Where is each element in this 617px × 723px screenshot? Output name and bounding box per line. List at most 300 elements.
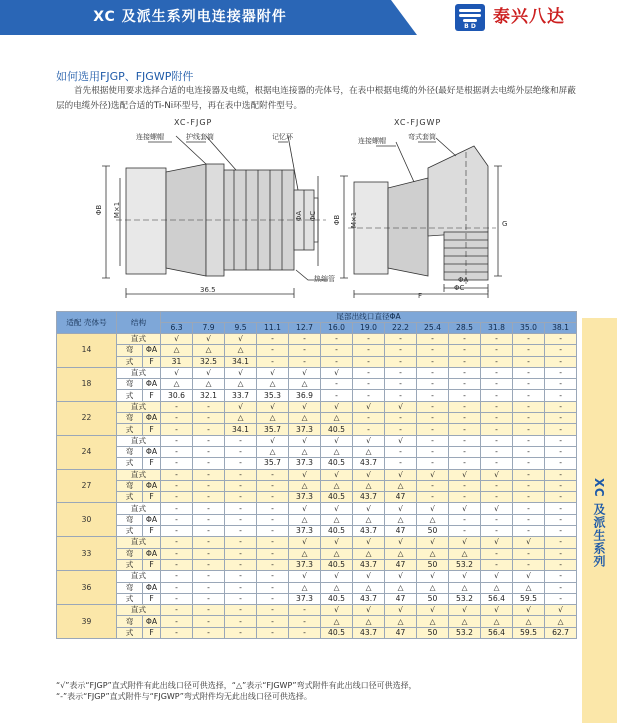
table-row xyxy=(57,571,577,582)
table-row xyxy=(57,446,577,457)
f-cell: - xyxy=(545,424,577,435)
f-cell: - xyxy=(513,492,545,503)
straight-cell: √ xyxy=(545,605,577,616)
f-cell: 43.7 xyxy=(353,526,385,537)
f-cell: - xyxy=(321,356,353,367)
f-cell: - xyxy=(257,559,289,570)
phia-cell: - xyxy=(449,413,481,424)
phia-cell: △ xyxy=(385,514,417,525)
straight-cell: - xyxy=(161,503,193,514)
phia-cell: △ xyxy=(321,582,353,593)
structure-f-label: F xyxy=(143,593,161,604)
straight-cell: √ xyxy=(353,469,385,480)
straight-cell: - xyxy=(257,334,289,345)
f-cell: 35.3 xyxy=(257,390,289,401)
straight-cell: - xyxy=(417,435,449,446)
straight-cell: √ xyxy=(321,605,353,616)
phia-cell: - xyxy=(225,514,257,525)
shell-size-cell: 33 xyxy=(57,537,117,571)
structure-straight-label: 直式 xyxy=(117,571,161,582)
straight-cell: √ xyxy=(321,503,353,514)
table-row xyxy=(57,413,577,424)
structure-bend-label: 弯 xyxy=(117,379,143,390)
phia-cell: - xyxy=(449,345,481,356)
straight-cell: - xyxy=(545,503,577,514)
phia-cell: △ xyxy=(417,514,449,525)
f-cell: - xyxy=(481,424,513,435)
phia-cell: △ xyxy=(193,345,225,356)
phia-cell: △ xyxy=(321,548,353,559)
f-cell: - xyxy=(257,593,289,604)
f-cell: 56.4 xyxy=(481,593,513,604)
straight-cell: √ xyxy=(449,571,481,582)
f-cell: - xyxy=(161,593,193,604)
header-diameter-10: 31.8 xyxy=(481,323,513,334)
structure-f-label: F xyxy=(143,356,161,367)
structure-bend-label: 式 xyxy=(117,559,143,570)
phia-cell: - xyxy=(545,582,577,593)
f-cell: - xyxy=(257,492,289,503)
straight-cell: - xyxy=(161,435,193,446)
structure-f-label: F xyxy=(143,526,161,537)
table-legend xyxy=(56,680,576,702)
f-cell: - xyxy=(481,492,513,503)
structure-f-label: F xyxy=(143,458,161,469)
f-cell: - xyxy=(481,356,513,367)
f-cell: 34.1 xyxy=(225,424,257,435)
f-cell: 40.5 xyxy=(321,424,353,435)
phia-cell: △ xyxy=(385,548,417,559)
straight-cell: √ xyxy=(481,537,513,548)
f-cell: - xyxy=(161,424,193,435)
f-cell: 59.5 xyxy=(513,593,545,604)
phia-cell: △ xyxy=(481,582,513,593)
straight-cell: - xyxy=(193,503,225,514)
f-cell: 47 xyxy=(385,627,417,638)
straight-cell: - xyxy=(193,401,225,412)
straight-cell: √ xyxy=(513,605,545,616)
f-cell: - xyxy=(449,458,481,469)
phia-cell: - xyxy=(257,548,289,559)
table-row xyxy=(57,424,577,435)
f-cell: - xyxy=(513,356,545,367)
structure-bend-label: 式 xyxy=(117,424,143,435)
phia-cell: △ xyxy=(353,480,385,491)
straight-cell: √ xyxy=(353,537,385,548)
phia-cell: - xyxy=(417,446,449,457)
table-row xyxy=(57,605,577,616)
f-cell: - xyxy=(481,458,513,469)
table-row xyxy=(57,582,577,593)
straight-dim-label: 36.5 xyxy=(200,286,216,294)
phia-cell: △ xyxy=(449,616,481,627)
phia-cell: △ xyxy=(289,582,321,593)
f-cell: - xyxy=(225,526,257,537)
straight-cell: - xyxy=(225,435,257,446)
f-cell: - xyxy=(161,559,193,570)
straight-cell: √ xyxy=(449,537,481,548)
series-side-tab xyxy=(582,318,617,723)
straight-cell: √ xyxy=(289,367,321,378)
straight-cell: - xyxy=(161,469,193,480)
f-cell: 47 xyxy=(385,559,417,570)
f-cell: - xyxy=(385,424,417,435)
phia-cell: △ xyxy=(545,616,577,627)
phia-cell: - xyxy=(481,379,513,390)
straight-cell: - xyxy=(193,537,225,548)
structure-phia-label: ΦA xyxy=(143,480,161,491)
straight-cell: √ xyxy=(321,469,353,480)
f-cell: - xyxy=(289,627,321,638)
straight-cell: √ xyxy=(193,334,225,345)
f-cell: 40.5 xyxy=(321,492,353,503)
straight-cell: √ xyxy=(321,537,353,548)
structure-straight-label: 直式 xyxy=(117,435,161,446)
header-diameter-2: 9.5 xyxy=(225,323,257,334)
structure-f-label: F xyxy=(143,390,161,401)
phia-cell: - xyxy=(481,413,513,424)
phia-cell: - xyxy=(385,413,417,424)
f-cell: - xyxy=(417,390,449,401)
structure-phia-label: ΦA xyxy=(143,345,161,356)
phia-cell: - xyxy=(257,480,289,491)
elbow-g-label: G xyxy=(502,220,508,228)
structure-bend-label: 式 xyxy=(117,492,143,503)
header-diameter-1: 7.9 xyxy=(193,323,225,334)
straight-cell: - xyxy=(513,469,545,480)
f-cell: 43.7 xyxy=(353,458,385,469)
f-cell: - xyxy=(449,390,481,401)
straight-cell: - xyxy=(257,571,289,582)
selection-table xyxy=(56,311,577,639)
phia-cell: △ xyxy=(385,616,417,627)
page-header xyxy=(0,0,617,35)
phia-cell: △ xyxy=(513,616,545,627)
phia-cell: - xyxy=(193,616,225,627)
straight-cell: - xyxy=(481,435,513,446)
structure-bend-label: 式 xyxy=(117,458,143,469)
table-row xyxy=(57,379,577,390)
table-row xyxy=(57,356,577,367)
phia-cell: - xyxy=(193,548,225,559)
structure-f-label: F xyxy=(143,559,161,570)
intro-paragraph: 首先根据使用要求选择合适的电连接器及电缆，根据电连接器的壳体号，在表中根据电缆的外径(最好是根据剥去电缆外层绝缘和屏蔽层的电缆外径)选配合适的Ti-Ni环型号，再在表中选配附件型号。 xyxy=(56,86,576,111)
f-cell: - xyxy=(193,424,225,435)
f-cell: - xyxy=(513,559,545,570)
straight-cell: - xyxy=(193,571,225,582)
phia-cell: - xyxy=(417,480,449,491)
f-cell: - xyxy=(225,627,257,638)
structure-f-label: F xyxy=(143,424,161,435)
straight-cell: - xyxy=(225,469,257,480)
straight-cell: - xyxy=(161,537,193,548)
structure-bend-label: 式 xyxy=(117,526,143,537)
straight-cell: - xyxy=(545,367,577,378)
header-diameter-9: 28.5 xyxy=(449,323,481,334)
straight-cell: - xyxy=(289,605,321,616)
table-row xyxy=(57,548,577,559)
structure-straight-label: 直式 xyxy=(117,401,161,412)
phia-cell: - xyxy=(513,379,545,390)
f-cell: 33.7 xyxy=(225,390,257,401)
phia-cell: - xyxy=(161,548,193,559)
f-cell: - xyxy=(385,458,417,469)
f-cell: - xyxy=(257,526,289,537)
straight-cell: √ xyxy=(449,469,481,480)
straight-phic-label: ΦC xyxy=(309,210,318,222)
straight-cell: √ xyxy=(513,537,545,548)
straight-cell: √ xyxy=(417,571,449,582)
straight-sleeve-label: 护线套筒 xyxy=(186,133,214,141)
straight-cell: - xyxy=(225,503,257,514)
shell-size-cell: 36 xyxy=(57,571,117,605)
straight-cell: - xyxy=(353,334,385,345)
phia-cell: - xyxy=(193,446,225,457)
phia-cell: △ xyxy=(353,446,385,457)
straight-cell: √ xyxy=(161,334,193,345)
straight-cell: - xyxy=(417,334,449,345)
straight-cell: √ xyxy=(385,401,417,412)
straight-cell: √ xyxy=(385,469,417,480)
phia-cell: △ xyxy=(449,548,481,559)
header-diameter-3: 11.1 xyxy=(257,323,289,334)
f-cell: - xyxy=(289,356,321,367)
straight-cell: √ xyxy=(353,571,385,582)
f-cell: 43.7 xyxy=(353,559,385,570)
f-cell: - xyxy=(417,492,449,503)
phia-cell: - xyxy=(481,446,513,457)
phia-cell: - xyxy=(257,345,289,356)
table-row xyxy=(57,559,577,570)
header-shell: 适配 壳体号 xyxy=(57,312,117,334)
table-row xyxy=(57,480,577,491)
header-diameter-8: 25.4 xyxy=(417,323,449,334)
elbow-f-label: F xyxy=(418,292,423,300)
structure-bend-label: 弯 xyxy=(117,480,143,491)
header-diameter-7: 22.2 xyxy=(385,323,417,334)
f-cell: - xyxy=(193,458,225,469)
phia-cell: - xyxy=(225,582,257,593)
table-row xyxy=(57,492,577,503)
f-cell: 43.7 xyxy=(353,593,385,604)
brand-block xyxy=(417,0,617,35)
f-cell: 43.7 xyxy=(353,627,385,638)
f-cell: 37.3 xyxy=(289,526,321,537)
straight-cell: √ xyxy=(321,367,353,378)
phia-cell: - xyxy=(257,616,289,627)
phia-cell: △ xyxy=(289,446,321,457)
phia-cell: - xyxy=(545,345,577,356)
straight-cell: - xyxy=(161,401,193,412)
straight-cell: √ xyxy=(481,605,513,616)
f-cell: 34.1 xyxy=(225,356,257,367)
straight-cell: - xyxy=(225,537,257,548)
f-cell: - xyxy=(545,390,577,401)
f-cell: - xyxy=(257,356,289,367)
phia-cell: - xyxy=(385,379,417,390)
phia-cell: - xyxy=(513,548,545,559)
elbow-phib-label: ΦB xyxy=(333,214,342,226)
phia-cell: △ xyxy=(257,379,289,390)
phia-cell: △ xyxy=(257,446,289,457)
f-cell: 40.5 xyxy=(321,593,353,604)
straight-cell: - xyxy=(321,334,353,345)
structure-straight-label: 直式 xyxy=(117,367,161,378)
structure-bend-label: 式 xyxy=(117,390,143,401)
phia-cell: △ xyxy=(321,413,353,424)
structure-bend-label: 式 xyxy=(117,356,143,367)
f-cell: - xyxy=(161,627,193,638)
straight-cell: √ xyxy=(513,571,545,582)
phia-cell: - xyxy=(225,548,257,559)
page-title: XC 及派生系列电连接器附件 xyxy=(93,9,287,25)
table-row xyxy=(57,627,577,638)
f-cell: 59.5 xyxy=(513,627,545,638)
straight-cell: √ xyxy=(161,367,193,378)
f-cell: - xyxy=(353,356,385,367)
straight-cell: √ xyxy=(417,503,449,514)
f-cell: - xyxy=(225,559,257,570)
f-cell: - xyxy=(545,593,577,604)
straight-cell: - xyxy=(513,503,545,514)
f-cell: - xyxy=(161,526,193,537)
straight-cell: √ xyxy=(385,537,417,548)
straight-cell: - xyxy=(545,571,577,582)
f-cell: - xyxy=(545,492,577,503)
phia-cell: △ xyxy=(417,582,449,593)
straight-cell: - xyxy=(193,469,225,480)
phia-cell: - xyxy=(449,480,481,491)
header-diameter-0: 6.3 xyxy=(161,323,193,334)
section-title: 如何选用FJGP、FJGWP附件 xyxy=(56,70,194,83)
phia-cell: △ xyxy=(289,413,321,424)
phia-cell: △ xyxy=(353,582,385,593)
phia-cell: - xyxy=(449,514,481,525)
f-cell: 30.6 xyxy=(161,390,193,401)
structure-bend-label: 弯 xyxy=(117,616,143,627)
straight-ring-label: 记忆环 xyxy=(272,133,293,141)
straight-cell: - xyxy=(545,469,577,480)
f-cell: - xyxy=(321,390,353,401)
elbow-nut-label: 连接螺帽 xyxy=(358,137,386,145)
elbow-phic-label: ΦC xyxy=(454,284,465,292)
f-cell: - xyxy=(225,458,257,469)
straight-cell: √ xyxy=(321,571,353,582)
table-row xyxy=(57,334,577,345)
header-diameter-span: 尾部出线口直径ΦA xyxy=(161,312,577,323)
phia-cell: - xyxy=(161,616,193,627)
phia-cell: - xyxy=(225,446,257,457)
table-row xyxy=(57,367,577,378)
phia-cell: △ xyxy=(481,616,513,627)
series-side-label: XC 及派生系列 xyxy=(592,478,606,568)
phia-cell: - xyxy=(449,379,481,390)
straight-cell: √ xyxy=(353,401,385,412)
phia-cell: △ xyxy=(225,379,257,390)
phia-cell: △ xyxy=(513,582,545,593)
straight-cell: √ xyxy=(289,571,321,582)
straight-cell: √ xyxy=(449,503,481,514)
phia-cell: - xyxy=(193,413,225,424)
f-cell: - xyxy=(353,390,385,401)
f-cell: - xyxy=(481,559,513,570)
f-cell: - xyxy=(417,424,449,435)
table-row xyxy=(57,469,577,480)
phia-cell: - xyxy=(161,514,193,525)
straight-cell: - xyxy=(449,334,481,345)
straight-cell: - xyxy=(513,401,545,412)
phia-cell: - xyxy=(257,582,289,593)
f-cell: - xyxy=(161,458,193,469)
phia-cell: △ xyxy=(193,379,225,390)
phia-cell: △ xyxy=(385,480,417,491)
f-cell: 47 xyxy=(385,593,417,604)
phia-cell: - xyxy=(513,345,545,356)
straight-cell: √ xyxy=(385,503,417,514)
straight-cell: √ xyxy=(385,605,417,616)
straight-cell: √ xyxy=(417,605,449,616)
straight-cell: √ xyxy=(193,367,225,378)
f-cell: 50 xyxy=(417,593,449,604)
table-row xyxy=(57,503,577,514)
straight-cell: - xyxy=(385,334,417,345)
f-cell: - xyxy=(385,390,417,401)
phia-cell: △ xyxy=(289,514,321,525)
phia-cell: - xyxy=(193,480,225,491)
f-cell: - xyxy=(193,559,225,570)
structure-bend-label: 弯 xyxy=(117,345,143,356)
structure-phia-label: ΦA xyxy=(143,616,161,627)
table-row xyxy=(57,435,577,446)
f-cell: 53.2 xyxy=(449,627,481,638)
f-cell: - xyxy=(193,593,225,604)
straight-cell: √ xyxy=(385,435,417,446)
f-cell: - xyxy=(193,526,225,537)
phia-cell: - xyxy=(225,480,257,491)
f-cell: - xyxy=(193,627,225,638)
straight-cell: √ xyxy=(289,503,321,514)
straight-cell: - xyxy=(257,537,289,548)
shell-size-cell: 39 xyxy=(57,605,117,639)
straight-cell: - xyxy=(417,401,449,412)
f-cell: - xyxy=(353,424,385,435)
table-row xyxy=(57,390,577,401)
straight-cell: √ xyxy=(353,605,385,616)
phia-cell: △ xyxy=(321,616,353,627)
structure-phia-label: ΦA xyxy=(143,582,161,593)
phia-cell: - xyxy=(193,514,225,525)
straight-cell: √ xyxy=(321,401,353,412)
straight-cell: - xyxy=(545,401,577,412)
f-cell: - xyxy=(513,424,545,435)
straight-cell: √ xyxy=(289,469,321,480)
straight-cell: - xyxy=(481,334,513,345)
phia-cell: - xyxy=(161,446,193,457)
phia-cell: - xyxy=(545,446,577,457)
header-diameter-4: 12.7 xyxy=(289,323,321,334)
structure-straight-label: 直式 xyxy=(117,469,161,480)
f-cell: 40.5 xyxy=(321,526,353,537)
f-cell: 53.2 xyxy=(449,593,481,604)
straight-cell: - xyxy=(257,503,289,514)
phia-cell: - xyxy=(417,379,449,390)
elbow-m1-label: M×1 xyxy=(350,211,359,229)
f-cell: 40.5 xyxy=(321,559,353,570)
phia-cell: - xyxy=(545,514,577,525)
shell-size-cell: 27 xyxy=(57,469,117,503)
f-cell: - xyxy=(545,559,577,570)
phia-cell: △ xyxy=(385,582,417,593)
